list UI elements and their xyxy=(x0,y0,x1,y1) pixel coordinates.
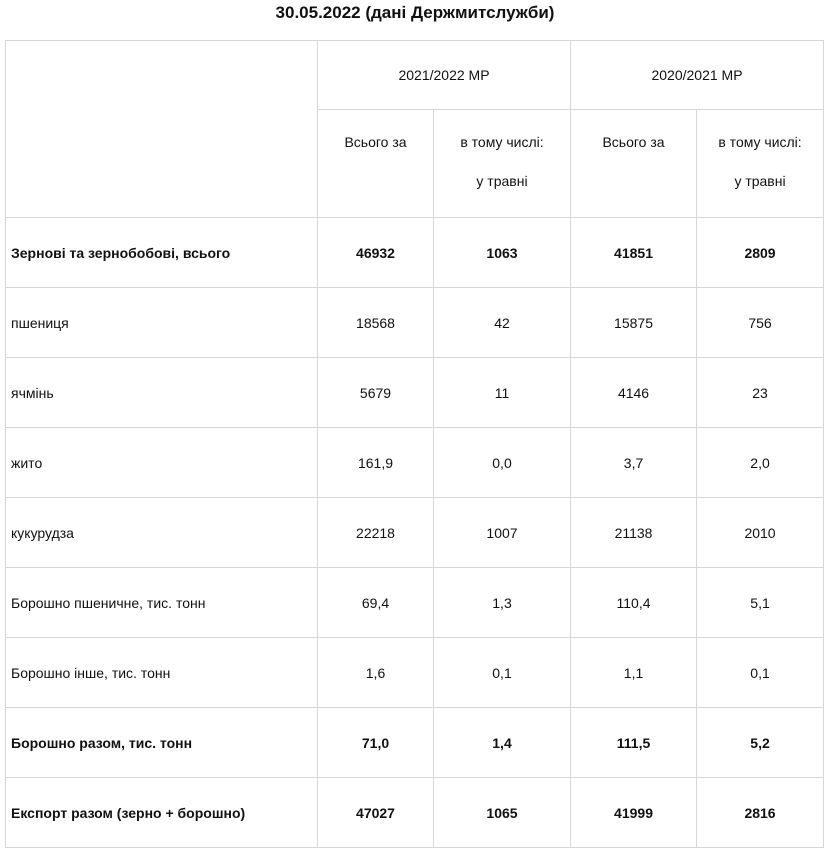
cell-may-2022: 11 xyxy=(434,358,571,428)
page-title: 30.05.2022 (дані Держмитслужби) xyxy=(275,3,555,22)
table-row xyxy=(6,708,824,778)
cell-total-2021: 21138 xyxy=(571,498,697,568)
table-row xyxy=(6,498,824,568)
header-year-2020-2021: 2020/2021 МР xyxy=(571,41,824,110)
cell-total-2022: 161,9 xyxy=(318,428,434,498)
header-total-label: Всього за xyxy=(602,134,665,150)
cell-may-2021: 0,1 xyxy=(697,638,824,708)
cell-may-2021: 2,0 xyxy=(697,428,824,498)
export-table xyxy=(5,40,824,848)
cell-may-2021: 756 xyxy=(697,288,824,358)
header-total-label: Всього за xyxy=(344,134,407,150)
cell-total-2022: 71,0 xyxy=(318,708,434,778)
header-incl-line1: в тому числі: xyxy=(460,134,544,150)
cell-total-2022: 47027 xyxy=(318,778,434,848)
cell-total-2021: 4146 xyxy=(571,358,697,428)
header-incl-line1: в тому числі: xyxy=(718,134,802,150)
header-row-years xyxy=(6,41,824,110)
header-incl-1 xyxy=(434,110,571,218)
cell-total-2022: 1,6 xyxy=(318,638,434,708)
cell-may-2021: 5,1 xyxy=(697,568,824,638)
cell-may-2022: 0,0 xyxy=(434,428,571,498)
header-empty-cell xyxy=(6,41,318,218)
cell-total-2021: 3,7 xyxy=(571,428,697,498)
header-total-2 xyxy=(571,110,697,218)
cell-total-2021: 1,1 xyxy=(571,638,697,708)
row-label: ячмінь xyxy=(6,358,318,428)
row-label: Зернові та зернобобові, всього xyxy=(6,218,318,288)
table-row xyxy=(6,428,824,498)
header-total-1 xyxy=(318,110,434,218)
cell-total-2021: 111,5 xyxy=(571,708,697,778)
table-row xyxy=(6,218,824,288)
cell-total-2022: 22218 xyxy=(318,498,434,568)
cell-may-2022: 0,1 xyxy=(434,638,571,708)
table-row xyxy=(6,638,824,708)
cell-total-2022: 69,4 xyxy=(318,568,434,638)
table-row xyxy=(6,778,824,848)
table-row xyxy=(6,358,824,428)
header-incl-2 xyxy=(697,110,824,218)
cell-may-2022: 1065 xyxy=(434,778,571,848)
cell-may-2022: 1007 xyxy=(434,498,571,568)
table-row xyxy=(6,288,824,358)
cell-total-2022: 5679 xyxy=(318,358,434,428)
row-label: Експорт разом (зерно + борошно) xyxy=(6,778,318,848)
row-label: жито xyxy=(6,428,318,498)
cell-total-2021: 41999 xyxy=(571,778,697,848)
table-row xyxy=(6,568,824,638)
cell-may-2021: 2809 xyxy=(697,218,824,288)
cell-may-2021: 5,2 xyxy=(697,708,824,778)
header-incl-line2: у травні xyxy=(476,173,528,189)
cell-total-2021: 41851 xyxy=(571,218,697,288)
cell-total-2021: 110,4 xyxy=(571,568,697,638)
cell-total-2021: 15875 xyxy=(571,288,697,358)
row-label: Борошно пшеничне, тис. тонн xyxy=(6,568,318,638)
header-incl-line2: у травні xyxy=(734,173,786,189)
cell-may-2021: 2816 xyxy=(697,778,824,848)
header-year-2021-2022: 2021/2022 МР xyxy=(318,41,571,110)
row-label: кукурудза xyxy=(6,498,318,568)
cell-may-2022: 1,3 xyxy=(434,568,571,638)
cell-may-2021: 2010 xyxy=(697,498,824,568)
cell-may-2022: 1063 xyxy=(434,218,571,288)
row-label: Борошно разом, тис. тонн xyxy=(6,708,318,778)
cell-total-2022: 46932 xyxy=(318,218,434,288)
cell-may-2022: 1,4 xyxy=(434,708,571,778)
cell-total-2022: 18568 xyxy=(318,288,434,358)
cell-may-2021: 23 xyxy=(697,358,824,428)
cell-may-2022: 42 xyxy=(434,288,571,358)
row-label: пшениця xyxy=(6,288,318,358)
row-label: Борошно інше, тис. тонн xyxy=(6,638,318,708)
